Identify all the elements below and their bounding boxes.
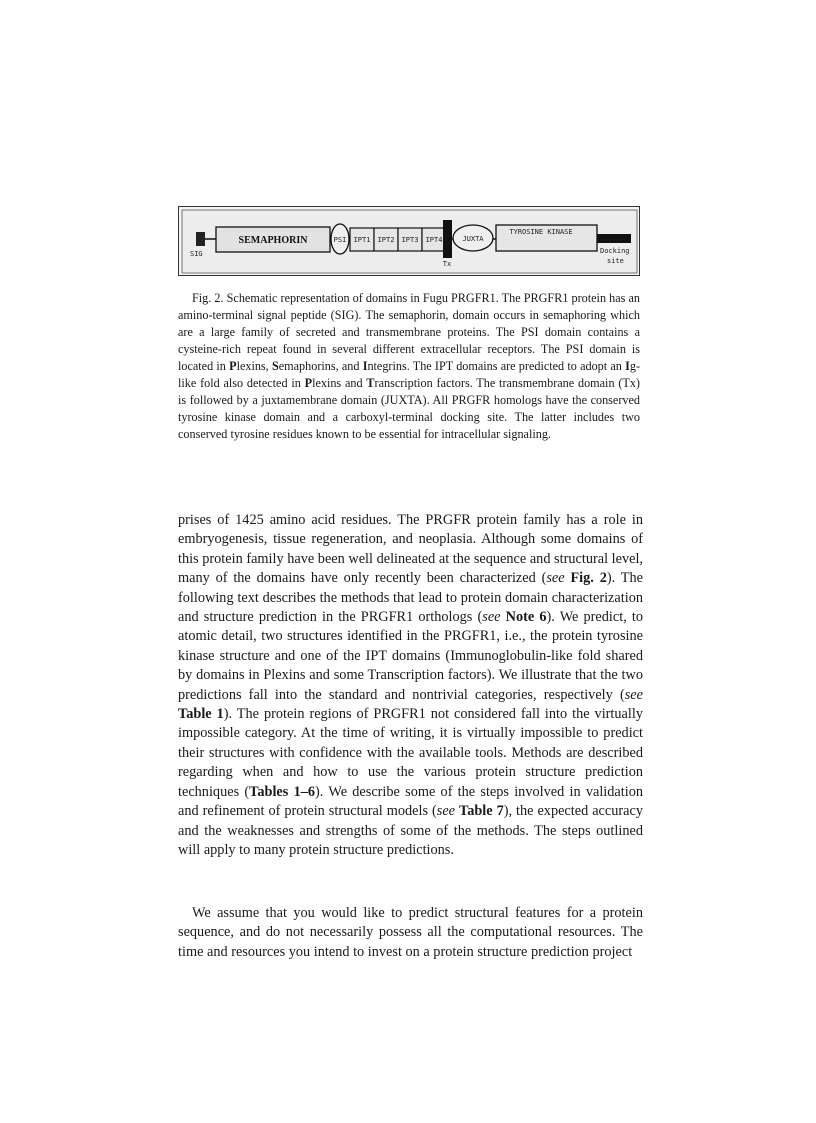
text-segment: I	[362, 359, 368, 373]
ipt3-label: IPT3	[401, 236, 419, 244]
text-segment: lexins,	[236, 359, 272, 373]
tx-label: Tx	[442, 260, 452, 268]
text-segment: P	[304, 376, 313, 390]
ipt4-label: IPT4	[425, 236, 443, 244]
psi-label: PSI	[333, 236, 347, 244]
text-segment: ). The protein regions of PRGFR1 not considered fall into the virtually impossible category. At the time of writing, it is virtually impossible to predict their structures with confidence with the available tools. Methods are described regarding when and how to use the various protein structure prediction techniques (	[178, 706, 643, 800]
text-segment: lexins and	[312, 376, 367, 390]
docking-label-line2: site	[607, 257, 624, 265]
docking-label-line1: Docking	[600, 247, 630, 255]
semaphorin-label: SEMAPHORIN	[238, 235, 308, 246]
text-segment: ), the expected accuracy and the weaknesses and strengths of some of the methods. The steps outlined will apply to many protein structure predictions.	[178, 803, 643, 858]
text-segment: see	[436, 803, 456, 820]
text-segment: I	[625, 359, 630, 373]
text-segment: see	[624, 686, 643, 703]
text-segment: see	[546, 570, 565, 587]
text-segment: Fig. 2. Schematic representation of domains in Fugu PRGFR1. The PRGFR1 protein has an amino-terminal signal peptide (SIG). The semaphorin, domain occurs in semaphoring which are a large family of secreted and transmembrane proteins. The PSI domain contains a cysteine-rich repeat found in several different extracellular receptors. The PSI domain is located in	[178, 291, 640, 373]
text-segment: ). We describe some of the steps involved in validation and refinement of protein structural models (	[178, 783, 643, 820]
tx-domain	[443, 220, 452, 258]
ipt1-label: IPT1	[353, 236, 371, 244]
domain-diagram	[179, 207, 641, 277]
text-segment: Fig. 2	[570, 570, 607, 587]
text-segment: ranscription factors. The transmembrane domain (Tx) is followed by a juxtamembrane domain (JUXTA). All PRGFR homologs have the conserved tyrosine kinase domain and a carboxyl-terminal docking site. The latter includes two conserved tyrosine residues known to be essential for intracellular signaling.	[178, 376, 640, 441]
sig-domain	[196, 232, 205, 246]
body-paragraph-1	[178, 511, 643, 860]
text-segment: g-like fold also detected in	[178, 359, 640, 390]
text-segment: Table 1	[178, 706, 224, 723]
juxta-label: JUXTA	[462, 235, 484, 243]
text-segment: Tables 1–6	[249, 783, 316, 800]
text-segment: ntegrins. The IPT domains are predicted to adopt an	[367, 359, 626, 373]
figure-caption	[178, 290, 640, 443]
caption-text	[178, 291, 640, 441]
text-segment: P	[229, 359, 237, 373]
ipt2-label: IPT2	[377, 236, 395, 244]
text-segment: emaphorins, and	[278, 359, 363, 373]
docking-site-bar	[597, 234, 631, 243]
text-segment: Table 7	[458, 803, 504, 820]
text-segment: ). We predict, to atomic detail, two structures identified in the PRGFR1, i.e., the protein tyrosine kinase structure and one of the IPT domains (Immunoglobulin-like fold shared by domains in Plexins and some Transcription factors). We illustrate that the two predictions fall into the standard and nontrivial categories, respectively (	[178, 609, 644, 703]
text-segment: prises of 1425 amino acid residues. The PRGFR protein family has a role in embryogenesis, tissue regeneration, and neoplasia. Although some domains of this protein family have been well delineated at the sequence and structural level, many of the domains have only recently been characterized (	[178, 512, 643, 587]
domain-schematic-figure	[178, 206, 640, 276]
text-segment: T	[366, 376, 375, 390]
text-segment: We assume that you would like to predict structural features for a protein sequence, and do not necessarily possess all the computational resources. The time and resources you intend to invest on a protein structure prediction project	[178, 905, 643, 960]
sig-label: SIG	[190, 250, 203, 258]
tyrosine-kinase-label: TYROSINE KINASE	[509, 228, 573, 236]
text-segment: S	[271, 359, 279, 373]
text-segment: see	[482, 609, 501, 626]
text-segment: Note 6	[505, 609, 547, 626]
body-paragraph-2	[178, 904, 643, 962]
text-segment: ). The following text describes the methods that lead to protein domain characterization and structure prediction in the PRGFR1 orthologs (	[178, 570, 643, 626]
